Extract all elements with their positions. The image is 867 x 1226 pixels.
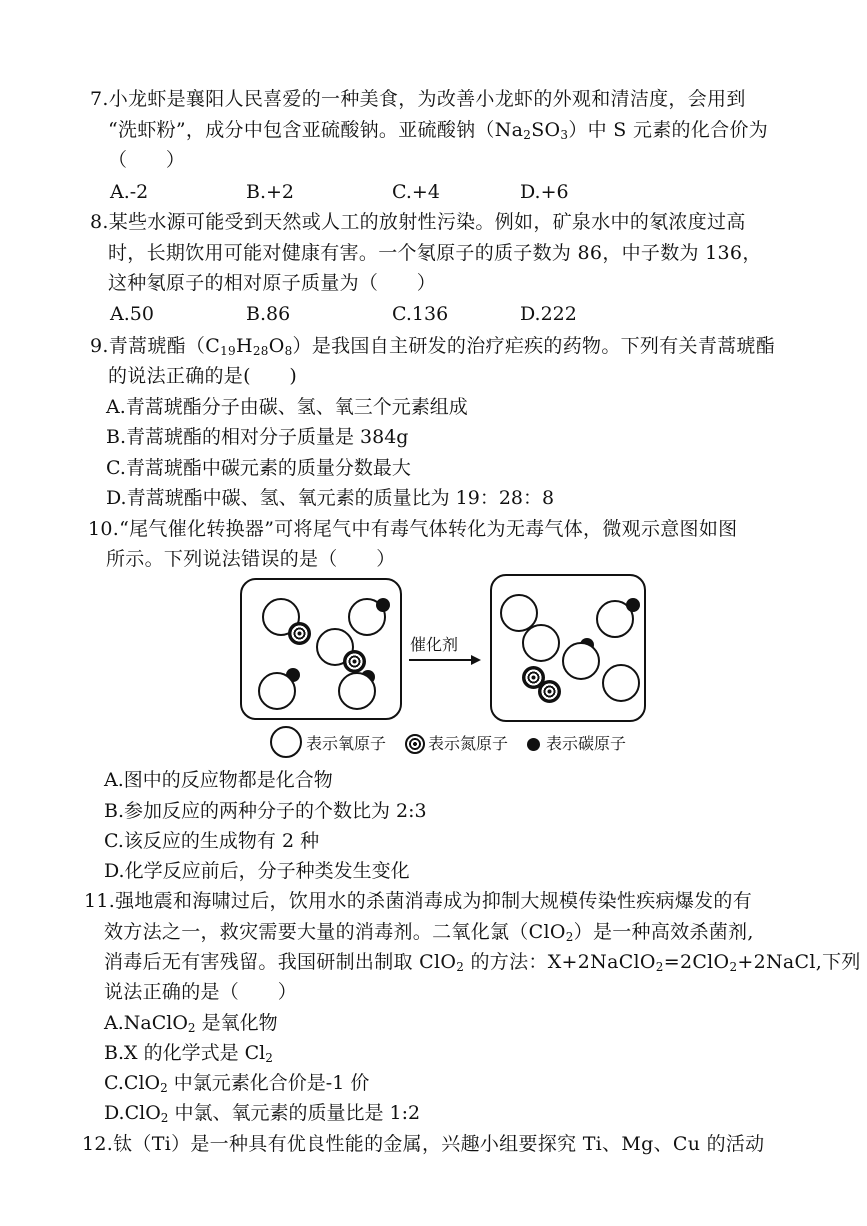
q8-stem-line2: 时，长期饮用可能对健康有害。一个氡原子的质子数为 86，中子数为 136， xyxy=(108,242,762,264)
reaction-arrow-icon xyxy=(408,654,482,666)
catalyst-label: 催化剂 xyxy=(410,635,459,654)
reactants-box xyxy=(240,578,402,720)
q7-option-a: A.-2 xyxy=(110,181,149,203)
q11-option-d: D.ClO$_2$ 中氯、氧元素的质量比是 1:2 xyxy=(104,1102,421,1125)
carbon-atom xyxy=(626,598,640,612)
q11-stem-line1: 11.强地震和海啸过后，饮用水的杀菌消毒成为抑制大规模传染性疾病爆发的有 xyxy=(84,890,753,912)
q8-stem-line3: 这种氡原子的相对原子质量为（ ） xyxy=(108,272,437,294)
products-box xyxy=(490,574,646,722)
q7-stem-line2: “洗虾粉”，成分中包含亚硫酸钠。亚硫酸钠$(Na_2SO_3)$中 S 元素的化合价为 xyxy=(108,119,769,142)
q10-option-c: C.该反应的生成物有 2 种 xyxy=(104,830,320,852)
q12-stem-line1: 12.钛（Ti）是一种具有优良性能的金属，兴趣小组要探究 Ti、Mg、Cu 的活动 xyxy=(82,1133,765,1155)
q10-option-b: B.参加反应的两种分子的个数比为 2:3 xyxy=(104,800,427,822)
nitrogen-atom xyxy=(343,650,366,673)
oxygen-atom xyxy=(522,624,560,662)
q11-option-a: A.NaClO$_2$ 是氧化物 xyxy=(104,1012,278,1035)
carbon-atom xyxy=(376,598,390,612)
q10-option-a: A.图中的反应物都是化合物 xyxy=(104,769,333,791)
q10-stem-line2: 所示。下列说法错误的是（ ） xyxy=(106,548,396,570)
legend-nitrogen-icon xyxy=(405,734,425,754)
q8-option-b: B.86 xyxy=(246,303,291,325)
q7-option-c: C.+4 xyxy=(392,181,440,203)
q11-option-c: C.ClO$_2$ 中氯元素化合价是-1 价 xyxy=(104,1072,370,1095)
legend-carbon-label: 表示碳原子 xyxy=(546,734,627,753)
q10-option-d: D.化学反应前后，分子种类发生变化 xyxy=(104,860,410,882)
oxygen-atom xyxy=(338,672,376,710)
q8-option-d: D.222 xyxy=(520,303,577,325)
nitrogen-atom xyxy=(288,622,311,645)
q9-stem-line2: 的说法正确的是( ) xyxy=(108,365,298,387)
q7-option-d: D.+6 xyxy=(520,181,569,203)
q9-option-d: D.青蒿琥酯中碳、氢、氧元素的质量比为 19：28：8 xyxy=(106,487,555,509)
nitrogen-atom xyxy=(538,680,561,703)
q8-option-c: C.136 xyxy=(392,303,449,325)
q8-stem-line1: 8.某些水源可能受到天然或人工的放射性污染。例如，矿泉水中的氡浓度过高 xyxy=(90,211,746,233)
legend-oxygen-icon xyxy=(270,726,302,758)
legend-nitrogen-label: 表示氮原子 xyxy=(428,734,509,753)
q7-answer-bracket: （ ） xyxy=(108,149,186,171)
legend-oxygen-label: 表示氧原子 xyxy=(306,734,387,753)
legend-carbon-icon xyxy=(527,738,540,751)
oxygen-atom xyxy=(258,672,296,710)
oxygen-atom xyxy=(602,664,640,702)
q8-option-a: A.50 xyxy=(110,303,154,325)
q10-stem-line1: 10.“尾气催化转换器”可将尾气中有毒气体转化为无毒气体，微观示意图如图 xyxy=(88,518,738,540)
q7-stem-line1: 7.小龙虾是襄阳人民喜爱的一种美食，为改善小龙虾的外观和清洁度，会用到 xyxy=(90,88,746,110)
q11-stem-line3: 消毒后无有害残留。我国研制出制取 ClO$_2$ 的方法：X+2NaClO$_2$=2ClO$_2$+2NaCl,下列 xyxy=(104,951,861,974)
q9-stem-line1: 9.青蒿琥酯$(C_{19}H_{28}O_8)$是我国自主研发的治疗疟疾的药物。下列有关青蒿琥酯 xyxy=(90,335,776,358)
q9-option-a: A.青蒿琥酯分子由碳、氢、氧三个元素组成 xyxy=(106,396,468,418)
q9-option-b: B.青蒿琥酯的相对分子质量是 384g xyxy=(106,426,409,448)
q9-option-c: C.青蒿琥酯中碳元素的质量分数最大 xyxy=(106,457,411,479)
oxygen-atom xyxy=(562,642,600,680)
q7-option-b: B.+2 xyxy=(246,181,295,203)
q11-stem-line4: 说法正确的是（ ） xyxy=(104,981,298,1003)
q11-stem-line2: 效方法之一，救灾需要大量的消毒剂。二氧化氯（ClO$_2$）是一种高效杀菌剂, xyxy=(104,921,754,944)
q11-option-b: B.X 的化学式是 $Cl_2$ xyxy=(104,1042,273,1065)
